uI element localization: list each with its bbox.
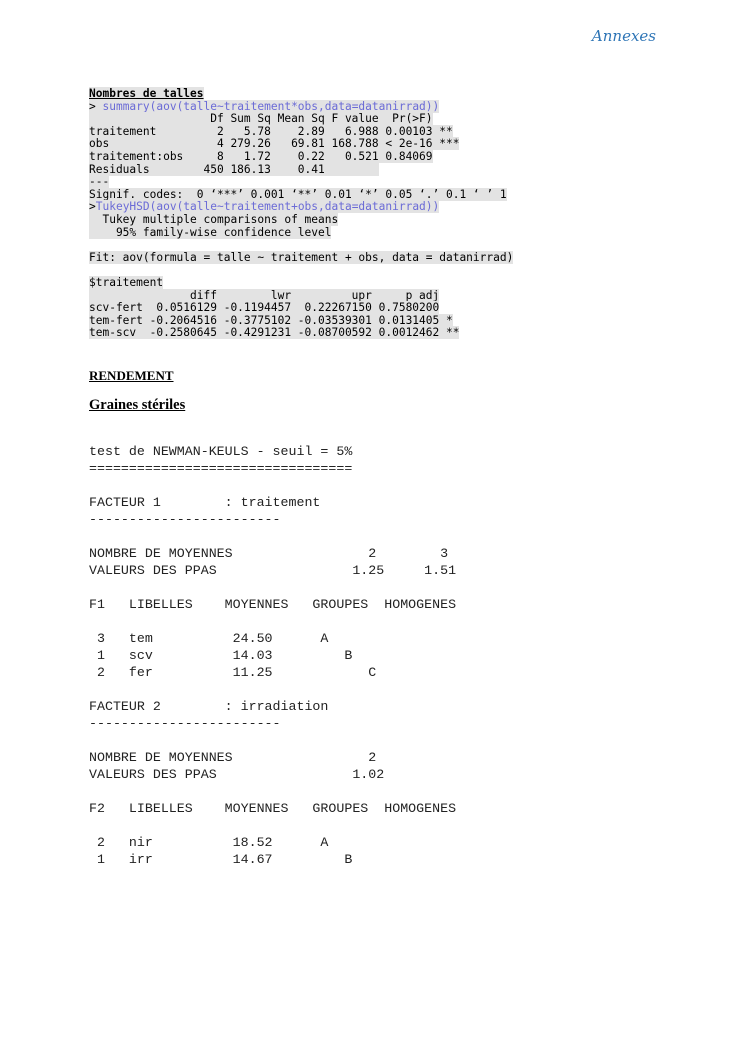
means-row: 2 fer 11.25 C bbox=[89, 665, 377, 680]
nk-title-rule: ================================= bbox=[89, 461, 353, 476]
factor-rule: ------------------------ bbox=[89, 512, 281, 527]
graines-steriles-heading: Graines stériles bbox=[89, 397, 186, 413]
anova-row: traitement 2 5.78 2.89 6.988 0.00103 ** bbox=[89, 124, 453, 138]
means-row: 3 tem 24.50 A bbox=[89, 631, 329, 646]
valeurs-des-ppas: VALEURS DES PPAS 1.25 1.51 bbox=[89, 563, 457, 578]
tukey-row: tem-fert -0.2064516 -0.3775102 -0.03539301 0.0131405 * bbox=[89, 313, 453, 327]
running-header: Annexes bbox=[591, 27, 656, 45]
means-row: 1 irr 14.67 B bbox=[89, 852, 353, 867]
tukey-fit: Fit: aov(formula = talle ~ traitement + obs, data = datanirrad) bbox=[89, 250, 514, 264]
valeurs-des-ppas: VALEURS DES PPAS 1.02 bbox=[89, 767, 385, 782]
anova-separator: --- bbox=[89, 175, 110, 189]
factor-title: FACTEUR 1 : traitement bbox=[89, 495, 321, 510]
anova-row: Residuals 450 186.13 0.41 bbox=[89, 162, 379, 176]
r-prompt: > bbox=[89, 200, 96, 214]
r-console-output bbox=[89, 88, 513, 340]
nombre-de-moyennes: NOMBRE DE MOYENNES 2 bbox=[89, 750, 377, 765]
anova-header-row: Df Sum Sq Mean Sq F value Pr(>F) bbox=[89, 112, 433, 126]
anova-command: summary(aov(talle~traitement*obs,data=datanirrad)) bbox=[102, 99, 440, 113]
rendement-heading: RENDEMENT bbox=[89, 368, 174, 383]
anova-row: obs 4 279.26 69.81 168.788 < 2e-16 *** bbox=[89, 137, 460, 151]
blank-line bbox=[89, 817, 456, 834]
tukey-row: scv-fert 0.0516129 -0.1194457 0.22267150 0.7580200 bbox=[89, 301, 440, 315]
means-row: 2 nir 18.52 A bbox=[89, 835, 329, 850]
blank-line bbox=[89, 613, 456, 630]
means-header-row: F2 LIBELLES MOYENNES GROUPES HOMOGENES bbox=[89, 801, 457, 816]
tukey-heading-2: 95% family-wise confidence level bbox=[89, 225, 332, 239]
tukey-factor: $traitement bbox=[89, 275, 164, 289]
anova-table bbox=[89, 113, 513, 176]
blank-line bbox=[89, 579, 456, 596]
tukey-header-row: diff lwr upr p adj bbox=[89, 288, 440, 302]
blank-line bbox=[89, 681, 456, 698]
factor-title: FACTEUR 2 : irradiation bbox=[89, 699, 329, 714]
newman-keuls-output bbox=[89, 443, 456, 868]
section-title-talles: Nombres de talles bbox=[89, 87, 204, 100]
anova-row: traitement:obs 8 1.72 0.22 0.521 0.84069 bbox=[89, 149, 433, 163]
nk-title: test de NEWMAN-KEULS - seuil = 5% bbox=[89, 444, 353, 459]
signif-codes: Signif. codes: 0 ‘***’ 0.001 ‘**’ 0.01 ‘*’ 0.05 ‘.’ 0.1 ‘ ’ 1 bbox=[89, 187, 507, 201]
blank-line bbox=[89, 732, 456, 749]
factor-rule: ------------------------ bbox=[89, 716, 281, 731]
blank-line bbox=[89, 783, 456, 800]
tukey-heading-1: Tukey multiple comparisons of means bbox=[89, 212, 339, 226]
r-prompt: > bbox=[89, 99, 103, 113]
tukey-row: tem-scv -0.2580645 -0.4291231 -0.08700592 0.0012462 ** bbox=[89, 326, 460, 340]
blank-line bbox=[89, 528, 456, 545]
tukey-command: TukeyHSD(aov(talle~traitement+obs,data=datanirrad)) bbox=[95, 200, 440, 214]
means-header-row: F1 LIBELLES MOYENNES GROUPES HOMOGENES bbox=[89, 597, 457, 612]
tukey-table bbox=[89, 290, 513, 340]
means-row: 1 scv 14.03 B bbox=[89, 648, 353, 663]
blank-line bbox=[89, 477, 456, 494]
nombre-de-moyennes: NOMBRE DE MOYENNES 2 3 bbox=[89, 546, 449, 561]
